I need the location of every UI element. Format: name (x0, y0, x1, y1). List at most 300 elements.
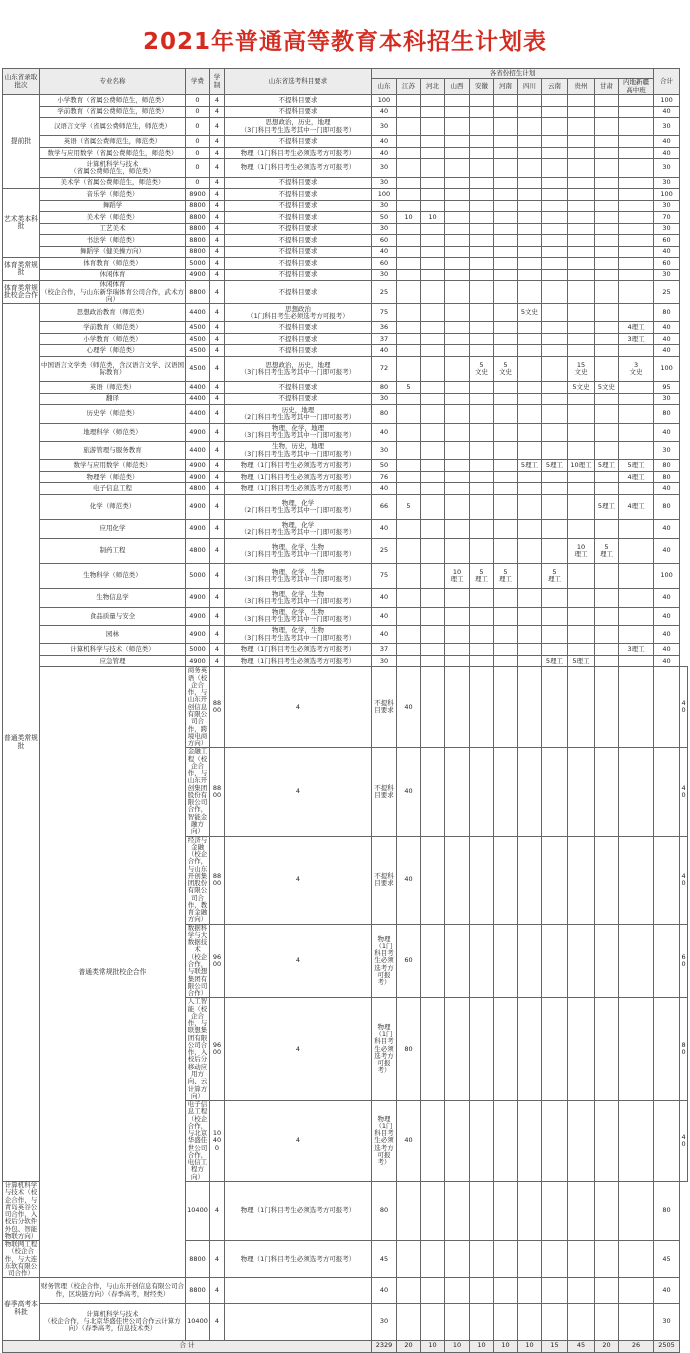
province-plan-cell (542, 212, 568, 224)
province-plan-cell: 5 文史 (470, 356, 494, 381)
province-plan-cell: 40 (372, 626, 397, 644)
province-plan-cell (595, 667, 619, 748)
tuition-fee: 4500 (186, 356, 210, 381)
province-plan-cell (619, 118, 654, 136)
row-total: 40 (654, 483, 680, 495)
province-plan-cell (518, 471, 542, 483)
province-plan-cell (397, 644, 421, 656)
province-plan-cell (518, 563, 542, 588)
province-plan-cell: 40 (372, 136, 397, 148)
province-plan-cell (445, 246, 470, 258)
table-row (3, 95, 688, 107)
province-plan-cell (518, 405, 542, 423)
study-years: 4 (210, 471, 225, 483)
province-plan-cell (654, 924, 680, 998)
province-plan-cell (568, 1241, 595, 1278)
study-years: 4 (225, 1101, 372, 1182)
province-plan-cell (568, 159, 595, 177)
major-name: 计算机科学与技术 （校企合作，与北京华盛佳世公司合作云计算方向）（春季高考，信息技术类） (40, 1303, 186, 1340)
province-plan-cell (619, 998, 654, 1101)
province-plan-cell (445, 1241, 470, 1278)
subject-requirement: 不提科目要求 (225, 177, 372, 189)
subject-requirement: 思想政治，历史，地理 （3门科目考生选考其中一门即可报考） (225, 118, 372, 136)
province-plan-cell: 10 理工 (568, 538, 595, 563)
row-total: 40 (654, 333, 680, 345)
study-years: 4 (210, 269, 225, 281)
province-plan-cell (470, 106, 494, 118)
province-plan-cell (494, 607, 518, 625)
province-plan-cell (397, 269, 421, 281)
header-fee: 学费 (186, 69, 210, 95)
province-plan-cell (445, 667, 470, 748)
province-plan-cell (397, 563, 421, 588)
row-total: 40 (654, 106, 680, 118)
province-plan-cell (421, 200, 445, 212)
province-total: 45 (568, 1340, 595, 1352)
province-plan-cell: 76 (372, 471, 397, 483)
province-plan-cell (518, 106, 542, 118)
province-plan-cell (542, 136, 568, 148)
study-years: 4 (210, 200, 225, 212)
province-plan-cell (470, 118, 494, 136)
province-plan-cell (518, 667, 542, 748)
province-plan-cell (568, 304, 595, 322)
batch-group: 提前批 (3, 95, 40, 189)
province-plan-cell (595, 924, 619, 998)
major-name: 电子信息工程（校企合作，与北京华盛佳世公司合作，电信工程方向） (186, 1101, 210, 1182)
study-years: 4 (225, 836, 372, 924)
province-plan-cell (445, 200, 470, 212)
province-plan-cell (397, 235, 421, 247)
province-plan-cell (542, 269, 568, 281)
province-plan-cell (445, 147, 470, 159)
major-name: 计算机科学与技术 （省属公费师范生，师范类） (40, 159, 186, 177)
table-row (3, 106, 688, 118)
province-plan-cell (568, 471, 595, 483)
tuition-fee: 8800 (186, 200, 210, 212)
province-plan-cell (421, 483, 445, 495)
province-plan-cell (542, 1303, 568, 1340)
study-years: 4 (210, 423, 225, 441)
study-years: 4 (225, 667, 372, 748)
major-name: 书法学（师范类） (40, 235, 186, 247)
province-plan-cell (470, 471, 494, 483)
province-plan-cell (494, 200, 518, 212)
total-row (3, 1340, 688, 1352)
province-plan-cell: 5 理工 (595, 538, 619, 563)
province-plan-cell: 60 (372, 235, 397, 247)
tuition-fee: 4900 (186, 423, 210, 441)
tuition-fee: 4400 (186, 382, 210, 394)
province-plan-cell (595, 177, 619, 189)
study-years: 4 (210, 1278, 225, 1303)
tuition-fee: 4900 (186, 471, 210, 483)
province-plan-cell (421, 246, 445, 258)
header-years: 学制 (210, 69, 225, 95)
province-plan-cell: 80 (372, 1181, 397, 1240)
province-plan-cell (494, 1278, 518, 1303)
province-plan-cell (518, 200, 542, 212)
subject-requirement: 不提科目要求 (372, 748, 397, 836)
province-plan-cell (470, 748, 494, 836)
province-plan-cell (445, 626, 470, 644)
province-plan-cell (494, 147, 518, 159)
province-plan-cell (470, 382, 494, 394)
province-plan-cell: 100 (372, 189, 397, 201)
study-years: 4 (210, 538, 225, 563)
study-years: 4 (210, 159, 225, 177)
province-plan-cell (445, 258, 470, 270)
province-plan-cell: 30 (372, 159, 397, 177)
province-plan-cell: 40 (397, 667, 421, 748)
province-plan-cell (595, 281, 619, 304)
batch-group: 春季高考本科批 (3, 1278, 40, 1340)
province-plan-cell (494, 393, 518, 405)
province-total: 10 (494, 1340, 518, 1352)
subject-requirement: 不提科目要求 (225, 333, 372, 345)
tuition-fee: 10400 (210, 1101, 225, 1182)
table-row (3, 644, 688, 656)
province-plan-cell: 5 理工 (542, 563, 568, 588)
province-plan-cell (595, 333, 619, 345)
province-plan-cell: 30 (372, 223, 397, 235)
province-plan-cell: 75 (372, 304, 397, 322)
province-plan-cell: 37 (372, 644, 397, 656)
subject-requirement: 物理，化学，生物 （3门科目考生选考其中一门即可报考） (225, 538, 372, 563)
province-plan-cell (595, 471, 619, 483)
tuition-fee: 4800 (186, 483, 210, 495)
province-plan-cell (542, 147, 568, 159)
study-years: 4 (210, 442, 225, 460)
province-plan-cell (542, 223, 568, 235)
province-plan-cell (445, 1101, 470, 1182)
table-row (3, 607, 688, 625)
province-plan-cell: 30 (372, 655, 397, 667)
province-plan-cell (619, 538, 654, 563)
study-years: 4 (210, 356, 225, 381)
subject-requirement: 不提科目要求 (225, 106, 372, 118)
header-batch: 山东省录取批次 (3, 69, 40, 95)
province-plan-cell (445, 607, 470, 625)
province-plan-cell (542, 1181, 568, 1240)
province-plan-cell (470, 189, 494, 201)
province-plan-cell: 30 (372, 118, 397, 136)
province-plan-cell (494, 177, 518, 189)
province-plan-cell (397, 177, 421, 189)
province-plan-cell (421, 589, 445, 607)
major-name: 财务管理（校企合作，与山东开创信息有限公司合作，区块链方向）（春季高考，财经类） (40, 1278, 186, 1303)
province-plan-cell (397, 655, 421, 667)
province-plan-cell (568, 405, 595, 423)
province-plan-cell (595, 442, 619, 460)
province-plan-cell (654, 998, 680, 1101)
province-plan-cell (568, 235, 595, 247)
province-plan-cell (542, 998, 568, 1101)
province-plan-cell (470, 998, 494, 1101)
header-province: 四川 (518, 79, 542, 95)
province-plan-cell (518, 177, 542, 189)
row-total: 30 (654, 269, 680, 281)
study-years: 4 (210, 483, 225, 495)
row-total: 30 (654, 393, 680, 405)
tuition-fee: 8800 (186, 212, 210, 224)
province-plan-cell (568, 177, 595, 189)
subject-requirement: 物理（1门科目考生必须选考方可报考） (225, 471, 372, 483)
province-plan-cell (619, 836, 654, 924)
province-plan-cell (518, 356, 542, 381)
province-plan-cell (494, 246, 518, 258)
table-row (3, 333, 688, 345)
province-plan-cell (542, 258, 568, 270)
tuition-fee: 4500 (186, 345, 210, 357)
province-plan-cell: 5理工 (568, 655, 595, 667)
province-plan-cell (494, 333, 518, 345)
province-plan-cell: 40 (372, 345, 397, 357)
batch-group: 普通类常规批 (3, 304, 40, 1182)
major-name: 物理学（师范类） (40, 471, 186, 483)
subject-requirement: 不提科目要求 (225, 281, 372, 304)
province-plan-cell (494, 281, 518, 304)
province-plan-cell (421, 1181, 445, 1240)
subject-requirement: 物理，化学 （2门科目考生选考其中一门即可报考） (225, 494, 372, 519)
province-plan-cell (470, 258, 494, 270)
subject-requirement (225, 1278, 372, 1303)
province-plan-cell (542, 246, 568, 258)
province-plan-cell: 40 (397, 1101, 421, 1182)
study-years: 4 (210, 304, 225, 322)
province-plan-cell (595, 1101, 619, 1182)
province-plan-cell (470, 483, 494, 495)
province-plan-cell (619, 106, 654, 118)
province-plan-cell (470, 667, 494, 748)
province-total: 26 (619, 1340, 654, 1352)
table-row (3, 322, 688, 334)
province-plan-cell (397, 1303, 421, 1340)
province-plan-cell (494, 212, 518, 224)
province-plan-cell (470, 147, 494, 159)
province-plan-cell (445, 924, 470, 998)
province-plan-cell (445, 483, 470, 495)
province-plan-cell: 30 (372, 442, 397, 460)
major-name: 休闲体育 (40, 269, 186, 281)
study-years: 4 (210, 246, 225, 258)
study-years: 4 (210, 223, 225, 235)
row-total: 40 (654, 520, 680, 538)
major-name: 历史学（师范类） (40, 405, 186, 423)
province-plan-cell (445, 118, 470, 136)
province-plan-cell (542, 177, 568, 189)
subject-requirement: 物理（1门科目考生必须选考方可报考） (225, 1241, 372, 1278)
province-plan-cell (397, 136, 421, 148)
major-name: 思想政治教育（师范类） (40, 304, 186, 322)
province-plan-cell (421, 356, 445, 381)
province-plan-cell: 5 (397, 494, 421, 519)
province-plan-cell: 10 (397, 212, 421, 224)
province-plan-cell (595, 118, 619, 136)
province-plan-cell: 75 (372, 563, 397, 588)
study-years: 4 (210, 136, 225, 148)
province-plan-cell (421, 471, 445, 483)
province-plan-cell (542, 442, 568, 460)
province-plan-cell (445, 494, 470, 519)
province-plan-cell (397, 442, 421, 460)
province-plan-cell (445, 95, 470, 107)
table-row (3, 147, 688, 159)
study-years: 4 (210, 147, 225, 159)
table-row (3, 189, 688, 201)
table-row (3, 626, 688, 644)
province-plan-cell (518, 118, 542, 136)
province-plan-cell (518, 442, 542, 460)
province-plan-cell (619, 442, 654, 460)
province-plan-cell: 30 (372, 269, 397, 281)
province-plan-cell (397, 304, 421, 322)
province-plan-cell (445, 393, 470, 405)
major-name: 小学教育（师范类） (40, 333, 186, 345)
subject-requirement: 不提科目要求 (225, 189, 372, 201)
province-plan-cell (619, 1278, 654, 1303)
table-row (3, 258, 688, 270)
major-name: 英语（省属公费师范生，师范类） (40, 136, 186, 148)
province-plan-cell (397, 281, 421, 304)
province-plan-cell (542, 483, 568, 495)
table-row (3, 304, 688, 322)
study-years: 4 (210, 607, 225, 625)
subject-requirement: 不提科目要求 (225, 382, 372, 394)
province-plan-cell (542, 304, 568, 322)
study-years: 4 (210, 589, 225, 607)
province-plan-cell (619, 1303, 654, 1340)
province-plan-cell: 80 (397, 998, 421, 1101)
province-plan-cell (397, 460, 421, 472)
row-total: 100 (654, 95, 680, 107)
province-plan-cell: 50 (372, 460, 397, 472)
row-total: 80 (654, 471, 680, 483)
subject-requirement (225, 1303, 372, 1340)
province-plan-cell (494, 269, 518, 281)
study-years: 4 (210, 118, 225, 136)
province-plan-cell (568, 563, 595, 588)
row-total: 80 (654, 460, 680, 472)
tuition-fee: 4400 (186, 405, 210, 423)
province-plan-cell: 80 (372, 405, 397, 423)
province-plan-cell (568, 269, 595, 281)
province-plan-cell (518, 382, 542, 394)
province-plan-cell (397, 626, 421, 644)
province-plan-cell (595, 563, 619, 588)
row-total: 100 (654, 189, 680, 201)
province-plan-cell (542, 520, 568, 538)
province-plan-cell (654, 1101, 680, 1182)
province-plan-cell (568, 1101, 595, 1182)
major-name: 美术学（师范类） (40, 212, 186, 224)
province-plan-cell (619, 1181, 654, 1240)
province-plan-cell (470, 136, 494, 148)
province-plan-cell (445, 269, 470, 281)
province-plan-cell (595, 147, 619, 159)
province-plan-cell: 5理工 (619, 460, 654, 472)
subject-requirement: 不提科目要求 (225, 95, 372, 107)
province-plan-cell (445, 1303, 470, 1340)
province-plan-cell (397, 607, 421, 625)
tuition-fee: 5000 (186, 563, 210, 588)
province-plan-cell (595, 235, 619, 247)
province-plan-cell (518, 189, 542, 201)
province-plan-cell (421, 281, 445, 304)
province-plan-cell (397, 322, 421, 334)
province-plan-cell (518, 136, 542, 148)
tuition-fee: 8800 (186, 1278, 210, 1303)
major-name: 物联网工程（校企合作，与大连东软有限公司合作） (3, 1241, 40, 1278)
province-plan-cell (595, 304, 619, 322)
province-plan-cell (397, 405, 421, 423)
province-plan-cell (445, 655, 470, 667)
province-plan-cell (445, 382, 470, 394)
province-plan-cell (470, 200, 494, 212)
province-plan-cell (619, 235, 654, 247)
province-plan-cell (619, 304, 654, 322)
province-plan-cell: 3理工 (619, 644, 654, 656)
province-plan-cell (542, 538, 568, 563)
tuition-fee: 8800 (210, 748, 225, 836)
study-years: 4 (210, 322, 225, 334)
province-plan-cell (568, 494, 595, 519)
province-plan-cell (542, 235, 568, 247)
header-province: 甘肃 (595, 79, 619, 95)
province-plan-cell (542, 423, 568, 441)
tuition-fee: 9600 (210, 924, 225, 998)
table-row (3, 667, 688, 748)
province-plan-cell (518, 655, 542, 667)
province-plan-cell (568, 924, 595, 998)
header-province: 云南 (542, 79, 568, 95)
province-plan-cell (542, 1101, 568, 1182)
table-row (3, 442, 688, 460)
batch-group: 艺术类本科批 (3, 189, 40, 258)
subject-requirement: 不提科目要求 (225, 393, 372, 405)
row-total: 45 (654, 1241, 680, 1278)
province-plan-cell (445, 159, 470, 177)
province-plan-cell (470, 95, 494, 107)
province-plan-cell (619, 177, 654, 189)
row-total: 30 (654, 177, 680, 189)
tuition-fee: 8900 (186, 189, 210, 201)
province-plan-cell (595, 106, 619, 118)
province-total: 2329 (372, 1340, 397, 1352)
province-plan-cell: 40 (372, 589, 397, 607)
province-plan-cell (397, 258, 421, 270)
major-name: 金融工程（校企合作，与山东开创集团股份有限公司合作，智能金融方向） (186, 748, 210, 836)
subject-requirement: 不提科目要求 (225, 235, 372, 247)
province-plan-cell (518, 95, 542, 107)
province-plan-cell (421, 1303, 445, 1340)
province-plan-cell (397, 520, 421, 538)
total-label: 合 计 (3, 1340, 372, 1352)
province-plan-cell (494, 538, 518, 563)
province-plan-cell (518, 538, 542, 563)
province-plan-cell (397, 159, 421, 177)
study-years: 4 (210, 1303, 225, 1340)
province-plan-cell (568, 667, 595, 748)
province-plan-cell (470, 235, 494, 247)
province-plan-cell (470, 494, 494, 519)
study-years: 4 (210, 258, 225, 270)
province-plan-cell (568, 1303, 595, 1340)
tuition-fee: 8800 (186, 246, 210, 258)
province-plan-cell (470, 538, 494, 563)
province-plan-cell (445, 212, 470, 224)
province-plan-cell: 4理工 (619, 322, 654, 334)
